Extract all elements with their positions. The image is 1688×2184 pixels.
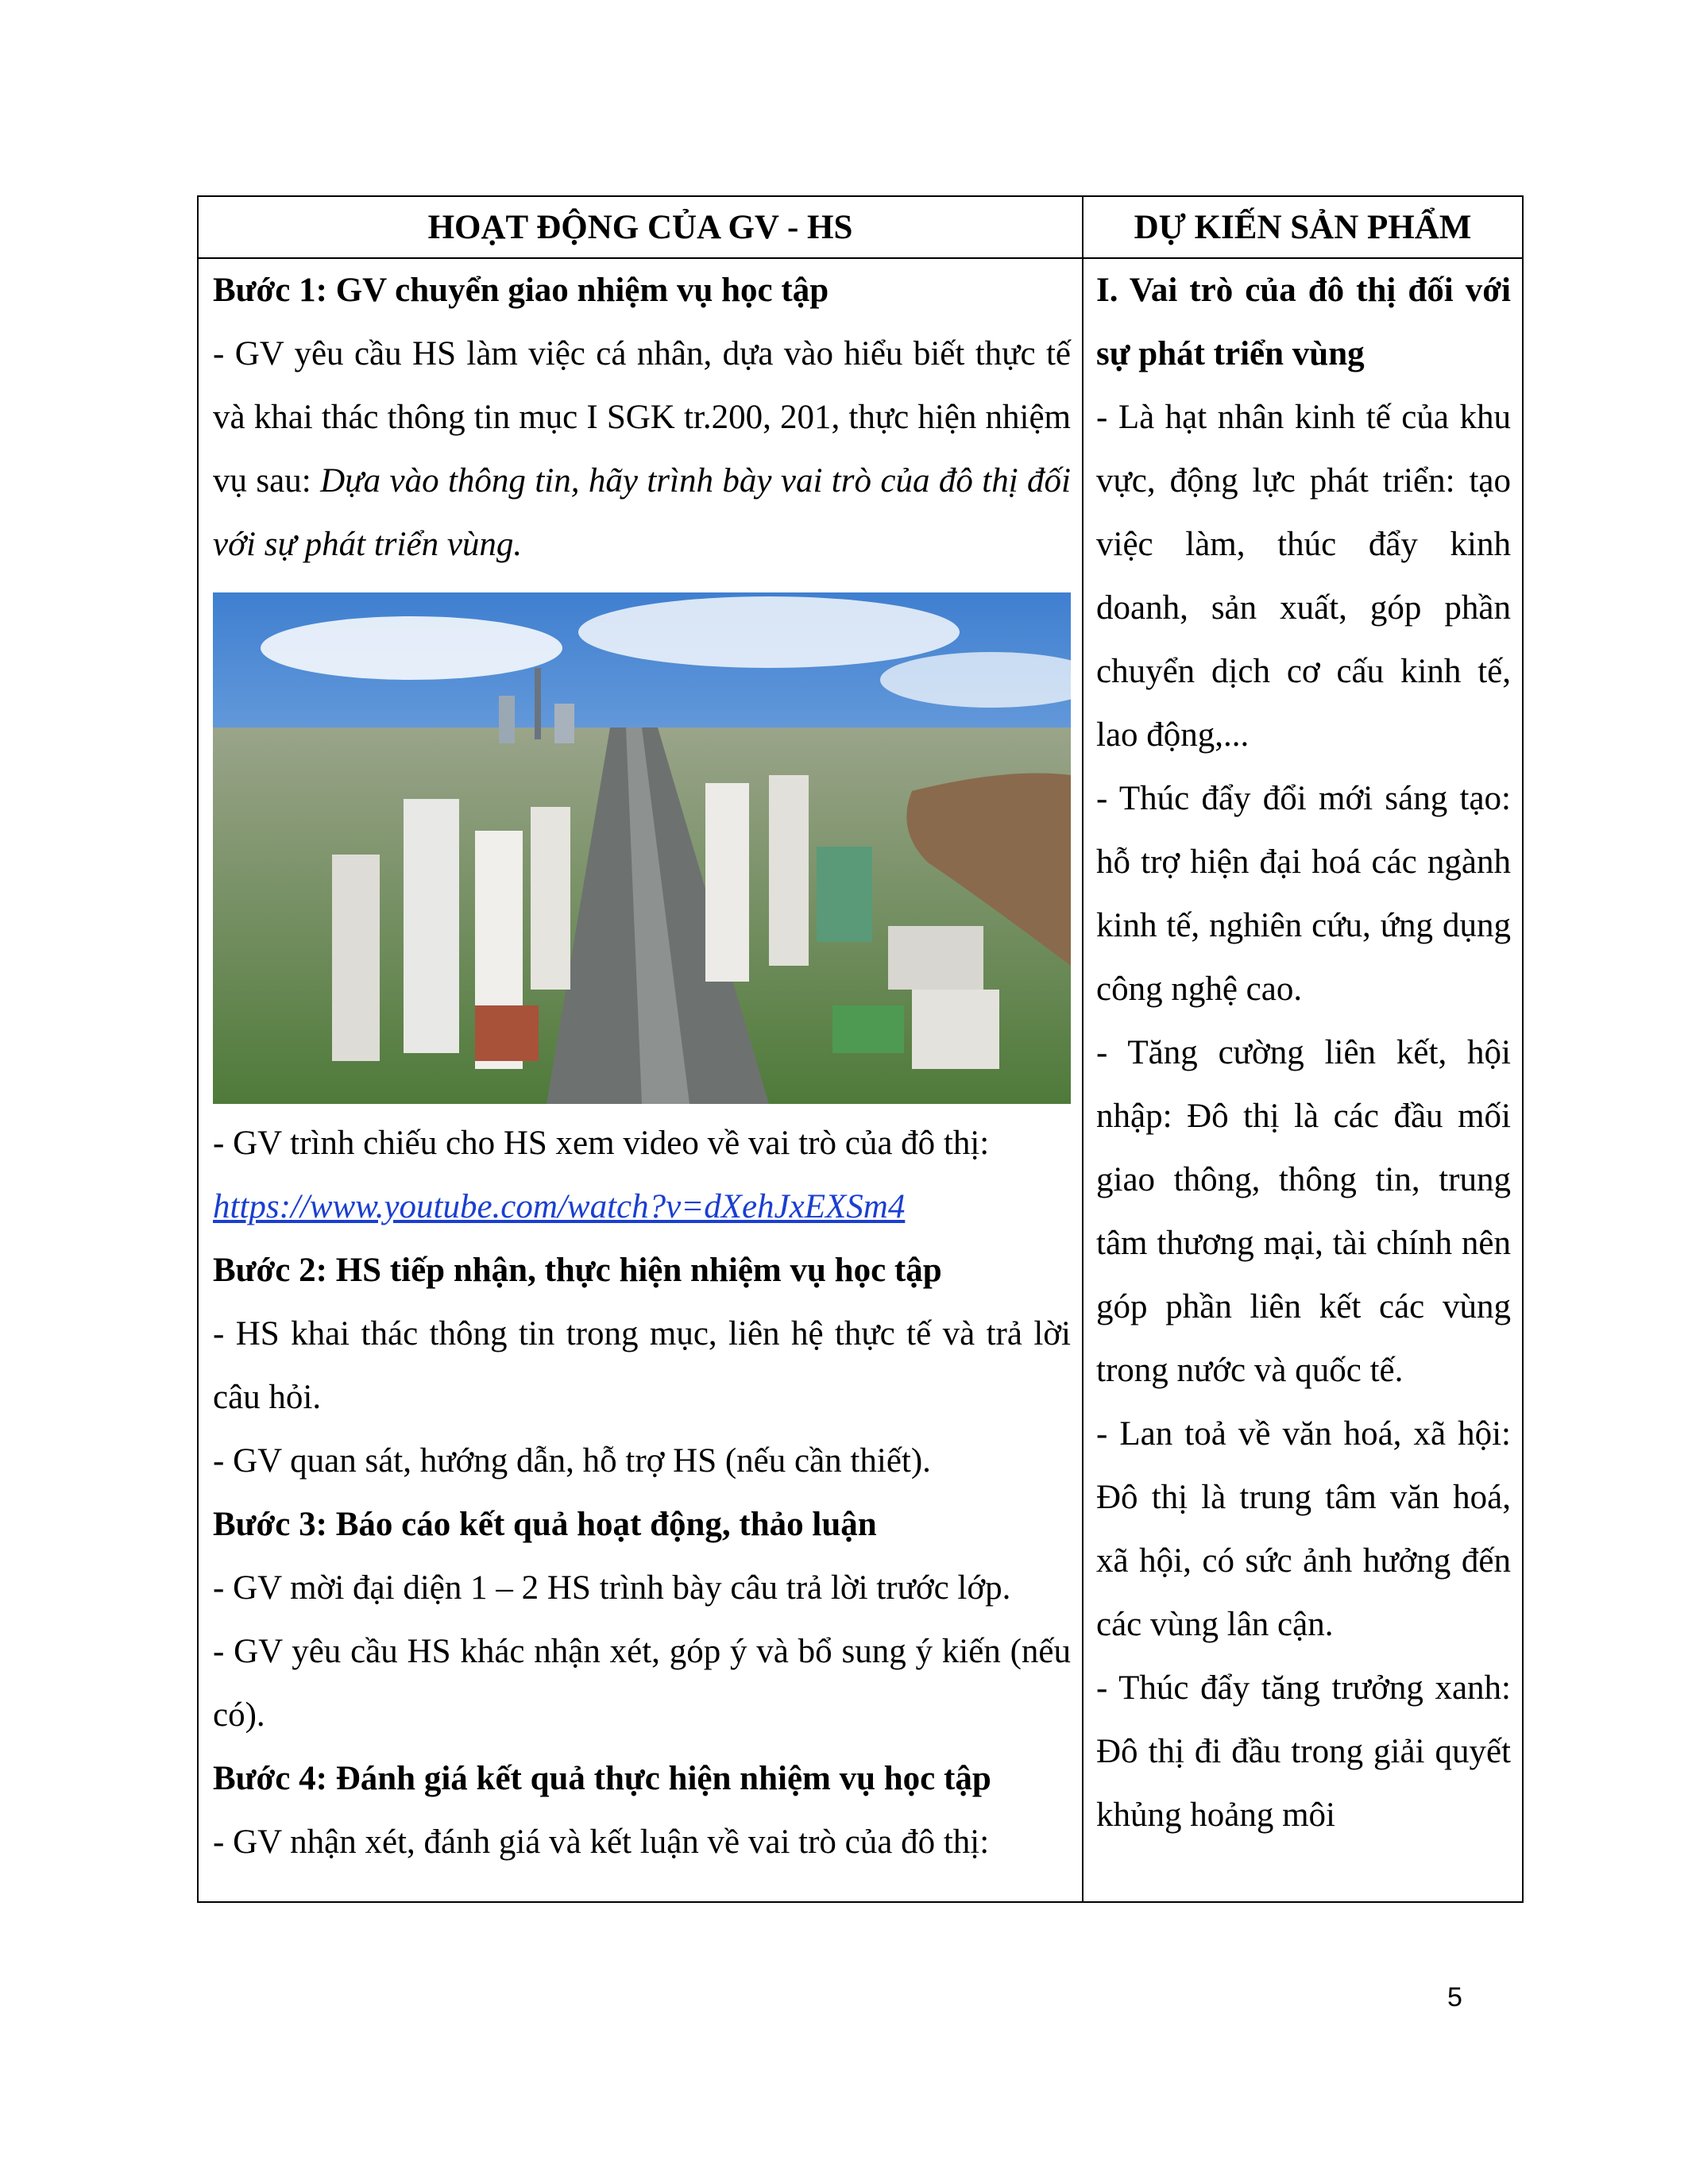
activity-column: [213, 259, 1071, 1874]
column-divider: [1082, 197, 1083, 1901]
step1-instruction: [213, 322, 1071, 577]
step3-line2: - GV yêu cầu HS khác nhận xét, góp ý và bổ sung ý kiến (nếu có).: [213, 1633, 1071, 1734]
role-item-2: - Thúc đẩy đổi mới sáng tạo: hỗ trợ hiện đại hoá các ngành kinh tế, nghiên cứu, ứng dụng công nghệ cao.: [1096, 780, 1511, 1008]
city-aerial-photo: [213, 592, 1071, 1104]
header-teacher-student-activity: HOẠT ĐỘNG CỦA GV - HS: [427, 208, 853, 246]
role-item-5: - Thúc đẩy tăng trưởng xanh: Đô thị đi đầu trong giải quyết khủng hoảng môi: [1096, 1669, 1511, 1834]
video-link-line: [213, 1175, 1071, 1239]
step4-line1: - GV nhận xét, đánh giá và kết luận về vai trò của đô thị:: [213, 1823, 990, 1861]
role-item-3: - Tăng cường liên kết, hội nhập: Đô thị là các đầu mối giao thông, thông tin, trung tâm thương mại, tài chính nên góp phần liên kết các vùng trong nước và quốc tế.: [1096, 1034, 1511, 1389]
step1-text: - GV yêu cầu HS làm việc cá nhân, dựa vào hiểu biết thực tế và khai thác thông tin mục I SGK tr.200, 201, thực hiện nhiệm vụ sau:: [213, 335, 1071, 500]
step1-task: Dựa vào thông tin, hãy trình bày vai trò của đô thị đối với sự phát triển vùng.: [213, 462, 1071, 563]
step2-line2: - GV quan sát, hướng dẫn, hỗ trợ HS (nếu cần thiết).: [213, 1442, 931, 1480]
video-text: - GV trình chiếu cho HS xem video về vai trò của đô thị:: [213, 1125, 990, 1162]
step3-line1: - GV mời đại diện 1 – 2 HS trình bày câu trả lời trước lớp.: [213, 1569, 1011, 1607]
step2-title: Bước 2: HS tiếp nhận, thực hiện nhiệm vụ học tập: [213, 1252, 942, 1289]
page-number: 5: [1447, 1982, 1462, 2012]
step4-title: Bước 4: Đánh giá kết quả thực hiện nhiệm vụ học tập: [213, 1760, 991, 1797]
video-link[interactable]: https://www.youtube.com/watch?v=dXehJxEXSm4: [213, 1188, 906, 1225]
step3-title: Bước 3: Báo cáo kết quả hoạt động, thảo luận: [213, 1506, 877, 1543]
role-item-1: - Là hạt nhân kinh tế của khu vực, động lực phát triển: tạo việc làm, thúc đẩy kinh doanh, sản xuất, góp phần chuyển dịch cơ cấu kinh tế, lao động,...: [1096, 399, 1511, 754]
step2-line1: - HS khai thác thông tin trong mục, liên hệ thực tế và trả lời câu hỏi.: [213, 1315, 1071, 1416]
header-expected-product: DỰ KIẾN SẢN PHẨM: [1134, 208, 1472, 246]
role-item-4: - Lan toả về văn hoá, xã hội: Đô thị là trung tâm văn hoá, xã hội, có sức ảnh hưởng đến các vùng lân cận.: [1096, 1415, 1511, 1643]
activity-table: [197, 195, 1524, 1903]
step1-title: Bước 1: GV chuyển giao nhiệm vụ học tập: [213, 272, 829, 309]
product-column: [1096, 259, 1511, 1847]
section-title: I. Vai trò của đô thị đối với sự phát triển vùng: [1096, 272, 1511, 372]
